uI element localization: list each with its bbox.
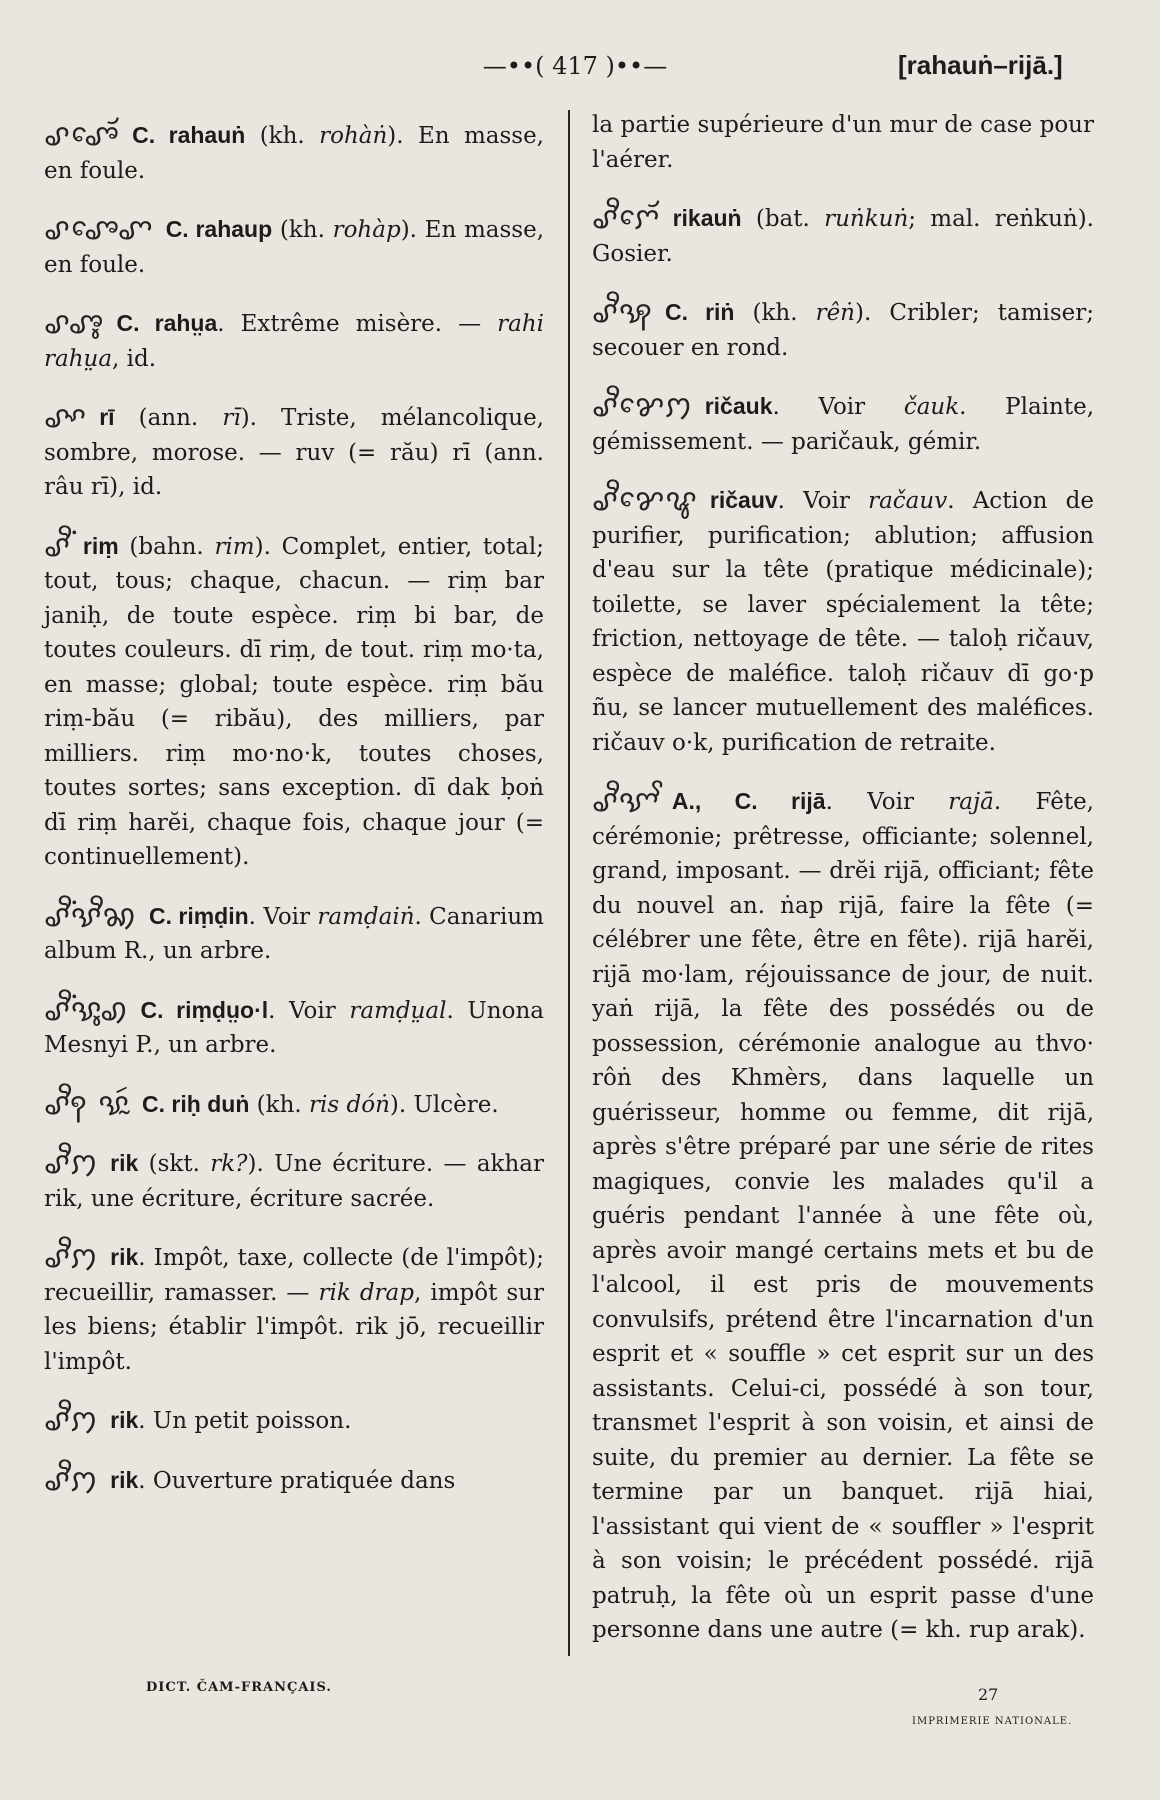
dictionary-entry (592, 389, 1094, 459)
cham-script-glyphs: ꨣꨪꨌꨯꨥ (592, 483, 698, 518)
entry-text: (skt. (138, 1151, 211, 1177)
entry-headword: C. rahaup (165, 216, 273, 242)
entry-text: (kh. (734, 300, 816, 326)
entry-italic-term: rohàp (332, 217, 401, 243)
footer-sheet-number: 27 (978, 1685, 999, 1704)
cham-script-glyphs: ꨣꨪꩀ (44, 1146, 99, 1181)
entry-text: (bat. (741, 206, 825, 232)
cham-script-glyphs: ꨣꨪꩂ (592, 295, 653, 330)
entry-italic-term: rohàṅ (319, 123, 388, 149)
cham-script-glyphs: ꨣꨨꨯꨚ (44, 212, 154, 247)
cham-script-glyphs: ꨣꨪꨆꨯꨮ (592, 201, 661, 236)
entry-definition: ). Triste, mélancolique, sombre, morose. — ruv (= rău) rī (ann. râu rī), id. (44, 405, 544, 500)
cham-script-glyphs: ꨣꨪꩍ ꨕꨭꩃ (44, 1086, 131, 1122)
right-column (592, 108, 1094, 1672)
entry-italic-term: rk? (210, 1151, 248, 1177)
cham-script-glyphs: ꨣꨪꩌꨕꨶꩉ (44, 992, 129, 1028)
entry-text: . Voir (777, 488, 869, 514)
dictionary-entry (44, 1146, 544, 1216)
entry-definition: . Fête, cérémonie; prêtresse, officiante; solennel, grand, imposant. — drĕi rijā, officiant; fête du nouvel an. ṅap rijā, faire la fête (= célébrer une fête, être en fête). rijā harĕi, rijā mo·lam, réjouissance de jour, de nuit. yaṅ rijā, la fête des possédés ou de possession, cérémonie analogue au thvo· rôṅ des Khmèrs, dans laquelle un guérisseur, homme ou femme, dit rijā, après s'être préparé par une série de rites magiques, convie les malades qu'il a guéris pendant l'année à une fête où, après avoir mangé certains mets et bu de l'alcool, il est pris de mouvements convulsifs, prétend être l'incarnation d'un esprit et « souffle » cet esprit sur un des assistants. Celui-ci, possédé à son tour, transmet l'esprit à son voisin, et ainsi de suite, du premier au dernier. La fête se termine par un banquet. rijā hiai, l'assistant qui vient de « souffler » l'esprit à son voisin; le précédent possédé. rijā patruḥ, la fête où un esprit passe d'une personne dans une autre (= kh. rup arak). (592, 789, 1094, 1643)
footer-printer: IMPRIMERIE NATIONALE. (912, 1716, 1073, 1727)
entry-italic-term: rim (214, 533, 255, 560)
cham-script-glyphs: ꨣꨪꩀ (44, 1403, 99, 1438)
entry-italic-term: ramḍaiṅ (317, 903, 415, 930)
dictionary-entry (592, 784, 1094, 1648)
entry-text: . Voir (772, 394, 904, 420)
dictionary-entry (44, 1463, 544, 1499)
entry-headword: ričauv (709, 487, 778, 513)
entry-text: . Extrême misère. — (217, 311, 498, 337)
dictionary-entry (44, 529, 544, 875)
footer-title: DICT. ČAM-FRANÇAIS. (146, 1680, 332, 1695)
entry-definition: ). En masse, en foule. (44, 217, 545, 278)
entry-text: (kh. (249, 1091, 310, 1118)
entry-definition: ). Ulcère. (389, 1091, 499, 1118)
entry-definition: , impôt sur les biens; établir l'impôt. rik jō, recueillir l'impôt. (44, 1279, 544, 1375)
entry-text: . Voir (248, 903, 318, 930)
entry-headword: rikauṅ (672, 205, 742, 231)
entry-headword: rī (99, 404, 115, 430)
cham-script-glyphs: ꨣꨨꨯꨮ (44, 118, 121, 153)
entry-definition: ). Complet, entier, total; tout, tous; chaque, chacun. — riṃ bar janiḥ, de toute espèce. riṃ bi bar, de toutes couleurs. dī riṃ, de tout. riṃ mo·ta, en masse; global; toute espèce. riṃ bău riṃ-bău (= ribău), des milliers, par milliers. riṃ mo·no·k, toutes choses, toutes sortes; sans exception. dī dak ḅoṅ dī riṃ harĕi, chaque fois, chaque jour (= continuellement). (44, 533, 545, 870)
entry-italic-term: ris dóṅ (309, 1091, 390, 1118)
entry-headword: rik (110, 1466, 139, 1493)
dictionary-entry (592, 201, 1094, 271)
entry-headword: C. rahṳa (116, 310, 218, 336)
cham-script-glyphs: ꨣꨪꩀ (44, 1240, 99, 1275)
entry-headword: C. riṃḍṳo·l (140, 996, 269, 1023)
cham-script-glyphs: ꨣꨪꩌ (44, 528, 71, 564)
entry-italic-term: rik drap (318, 1279, 414, 1306)
dictionary-entry (44, 1403, 544, 1439)
entry-headword: C. rahauṅ (132, 122, 246, 148)
entry-headword: riṃ (82, 532, 119, 559)
entry-definition: . Action de purifier, purification; ablution; affusion d'eau sur la tête (pratique médicinale); toilette, se laver spécialement la tête; friction, nettoyage de tête. — taloḥ ričauv, espèce de maléfice. taloḥ ričauv dī go·p ñu, se lancer mutuellement des maléfices. ričauv o·k, purification de retraite. (592, 488, 1094, 756)
entry-headword: C. riṃḍin (148, 902, 249, 929)
entry-text: . Voir (268, 997, 350, 1024)
entry-text: . Voir (825, 789, 949, 815)
entry-headword: C. riḥ duṅ (142, 1090, 250, 1117)
entry-definition: . Plainte, gémissement. — paričauk, gémir. (592, 394, 1094, 455)
entry-text: (kh. (245, 123, 320, 149)
entry-italic-term: rajā (948, 789, 994, 815)
entry-definition: ). Cribler; tamiser; secouer en rond. (592, 300, 1095, 361)
entry-headword: rik (110, 1244, 139, 1270)
entry-headword: C. riṅ (664, 299, 735, 325)
entry-italic-term: rêṅ (815, 300, 855, 326)
dictionary-entry (592, 108, 1094, 177)
dictionary-entry (44, 212, 544, 282)
entry-definition: ). Une écriture. — akhar rik, une écriture, écriture sacrée. (44, 1151, 544, 1212)
cham-script-glyphs: ꨣꨪꨌꨯꩀ (592, 389, 693, 424)
entry-definition: . Canarium album R., un arbre. (44, 903, 544, 964)
entry-italic-term: ramḍṳal (349, 997, 447, 1024)
entry-definition: ). En masse, en foule. (44, 123, 544, 184)
entry-italic-term: račauv (868, 488, 948, 514)
entry-text: (kh. (272, 217, 333, 243)
cham-script-glyphs: ꨣꨪꩀ (44, 1462, 99, 1498)
cham-script-glyphs: ꨣꨨꨶ (44, 306, 105, 341)
entry-text: . Impôt, taxe, collecte (de l'impôt); recueillir, ramasser. — (44, 1245, 544, 1306)
entry-italic-term: ruṅkuṅ (824, 206, 909, 232)
entry-text: (bahn. (118, 533, 215, 560)
dictionary-entry (44, 306, 544, 376)
cham-script-glyphs: ꨣꨪꨎꨩ (592, 784, 660, 819)
entry-text: . Un petit poisson. (138, 1408, 352, 1434)
entry-text: . Ouverture pratiquée dans (138, 1467, 456, 1494)
dictionary-entry (592, 295, 1094, 365)
entry-text: (ann. (114, 405, 223, 431)
entry-definition: , id. (112, 345, 157, 372)
dictionary-entry (44, 1087, 544, 1123)
entry-italic-term: rī (222, 405, 241, 431)
entry-definition: . Unona Mesnyi P., un arbre. (44, 997, 544, 1058)
dictionary-entry (44, 118, 544, 188)
entry-headword: rik (110, 1150, 139, 1176)
dictionary-entry (592, 483, 1094, 760)
entry-italic-term: čauk (903, 394, 960, 420)
entry-headword: rik (110, 1407, 139, 1433)
left-column (44, 118, 544, 1522)
dictionary-entry (44, 400, 544, 505)
page-number: —••( 417 )••— (482, 52, 668, 80)
entry-definition: ; mal. reṅkuṅ). Gosier. (592, 206, 1094, 267)
page-range: [rahauṅ–rijā.] (898, 50, 1063, 80)
dictionary-entry (44, 1240, 544, 1379)
column-divider (568, 110, 570, 1656)
cham-script-glyphs: ꨣꨪꩌꨕꨪꩆ (44, 898, 137, 934)
entry-italic-term: rahi rahṳa (44, 311, 544, 372)
entry-text: la partie supérieure d'un mur de case pour l'aérer. (592, 112, 1094, 173)
entry-headword: ričauk (704, 393, 773, 419)
cham-script-glyphs: ꨣꨳ (44, 400, 88, 435)
dictionary-entry (44, 993, 544, 1063)
entry-headword: A., C. rijā (671, 788, 826, 814)
dictionary-entry (44, 899, 544, 969)
